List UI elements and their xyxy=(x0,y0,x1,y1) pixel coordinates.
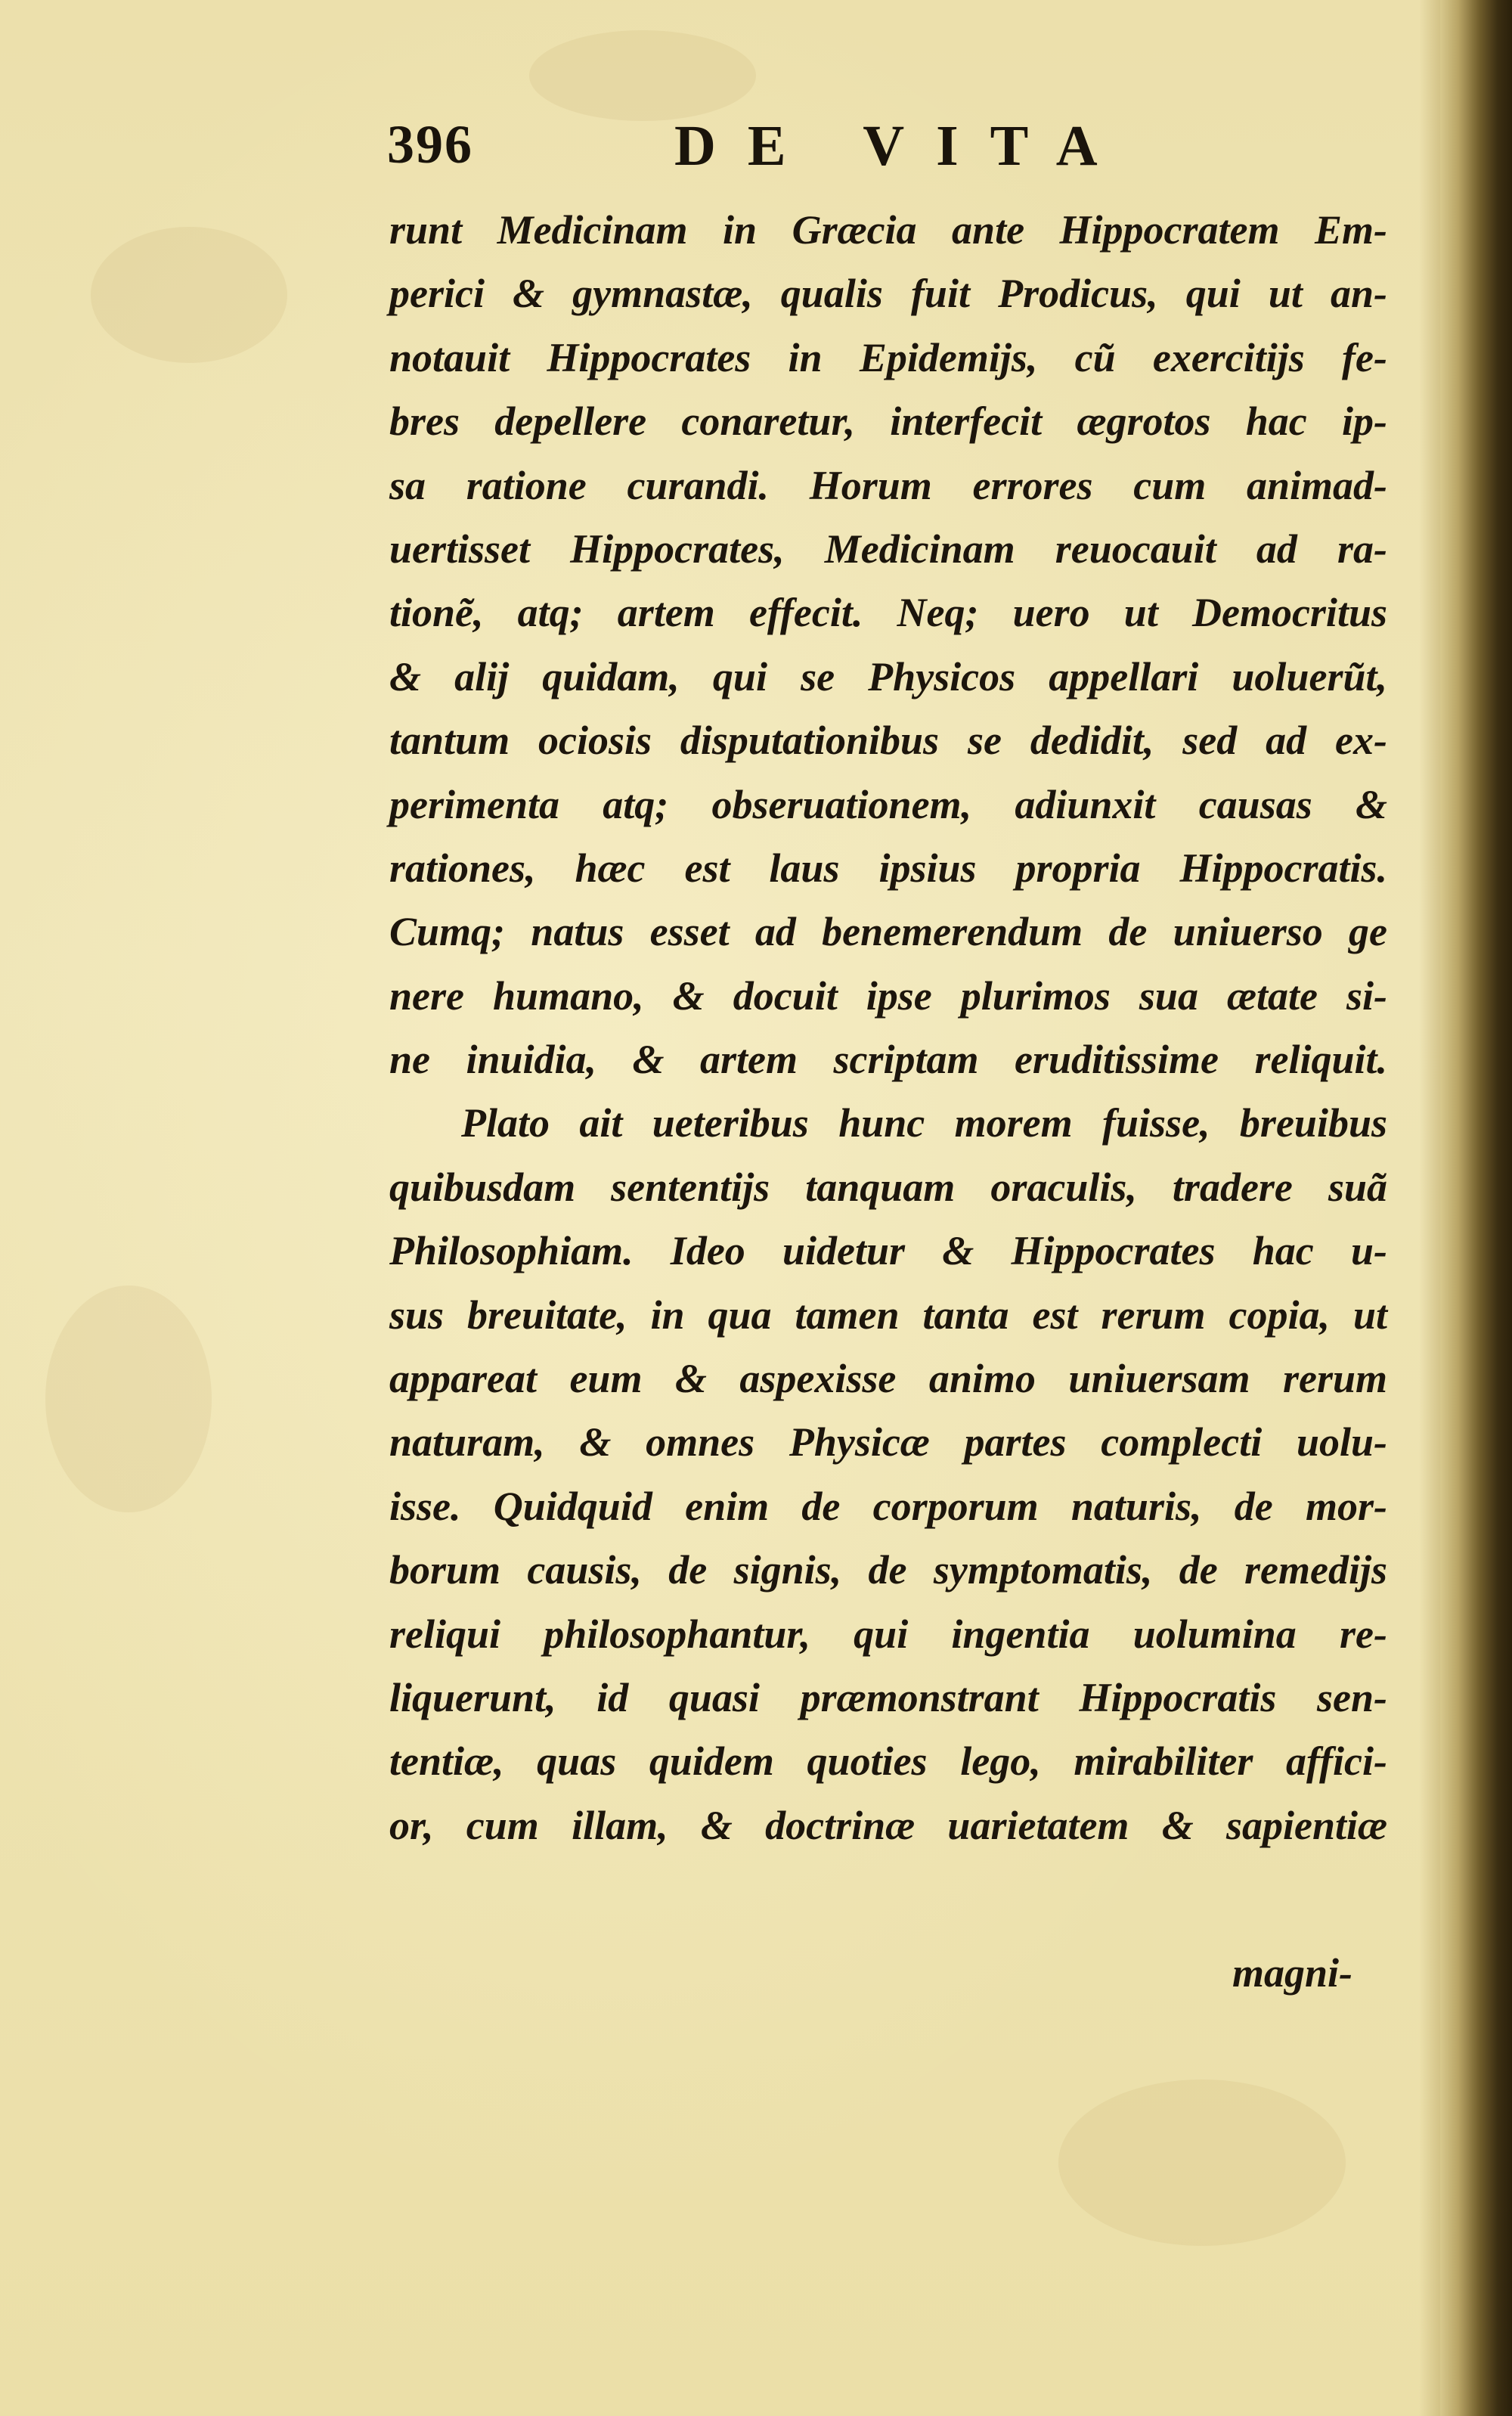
text-line: appareat eum & aspexisse animo uniuersam rerum xyxy=(389,1356,1387,1402)
text-line: tionẽ, atq; artem effecit. Neq; uero ut Democritus xyxy=(389,590,1387,636)
text-line: isse. Quidquid enim de corporum naturis, de mor- xyxy=(389,1483,1387,1529)
text-line: or, cum illam, & doctrinæ uarietatem & sapientiæ xyxy=(389,1802,1387,1848)
paper-stain xyxy=(529,30,756,121)
text-line: quibusdam sententijs tanquam oraculis, tradere suã xyxy=(389,1164,1387,1210)
gutter-shadow xyxy=(1419,0,1440,2416)
text-line: Plato ait ueteribus hunc morem fuisse, breuibus xyxy=(461,1100,1387,1146)
text-line: borum causis, de signis, de symptomatis, de remedijs xyxy=(389,1547,1387,1593)
text-line: ne inuidia, & artem scriptam eruditissime reliquit. xyxy=(389,1037,1387,1083)
running-head-title: DE VITA xyxy=(674,114,1129,178)
book-binding xyxy=(1440,0,1512,2416)
text-line: liquerunt, id quasi præmonstrant Hippocratis sen- xyxy=(389,1674,1387,1720)
text-line: & alij quidam, qui se Physicos appellari uoluerũt, xyxy=(389,653,1387,699)
text-line: rationes, hæc est laus ipsius propria Hippocratis. xyxy=(389,845,1387,891)
text-line: runt Medicinam in Græcia ante Hippocratem Em- xyxy=(389,207,1387,253)
text-line: sa ratione curandi. Horum errores cum animad- xyxy=(389,462,1387,508)
paper-stain xyxy=(91,227,287,363)
text-line: notauit Hippocrates in Epidemijs, cũ exercitijs fe- xyxy=(389,334,1387,380)
running-head xyxy=(387,113,1370,181)
text-line: tantum ociosis disputationibus se dedidit, sed ad ex- xyxy=(389,718,1387,764)
paper-stain xyxy=(1058,2079,1346,2246)
catchword: magni- xyxy=(1232,1950,1353,1996)
page-number: 396 xyxy=(387,114,473,175)
text-line: bres depellere conaretur, interfecit ægrotos hac ip- xyxy=(389,399,1387,445)
paper-stain xyxy=(45,1286,212,1512)
text-line: perimenta atq; obseruationem, adiunxit causas & xyxy=(389,781,1387,827)
text-line: tentiæ, quas quidem quoties lego, mirabiliter affici- xyxy=(389,1738,1387,1785)
text-line: naturam, & omnes Physicæ partes complecti uolu- xyxy=(389,1419,1387,1465)
text-line: reliqui philosophantur, qui ingentia uolumina re- xyxy=(389,1611,1387,1657)
text-line: sus breuitate, in qua tamen tanta est rerum copia, ut xyxy=(389,1292,1387,1338)
body-text xyxy=(389,198,1387,1857)
text-line: perici & gymnastæ, qualis fuit Prodicus, qui ut an- xyxy=(389,271,1387,317)
text-line: Cumq; natus esset ad benemerendum de uniuerso ge xyxy=(389,909,1387,955)
text-line: Philosophiam. Ideo uidetur & Hippocrates hac u- xyxy=(389,1228,1387,1274)
text-line: nere humano, & docuit ipse plurimos sua ætate si- xyxy=(389,972,1387,1019)
text-line: uertisset Hippocrates, Medicinam reuocauit ad ra- xyxy=(389,526,1387,572)
